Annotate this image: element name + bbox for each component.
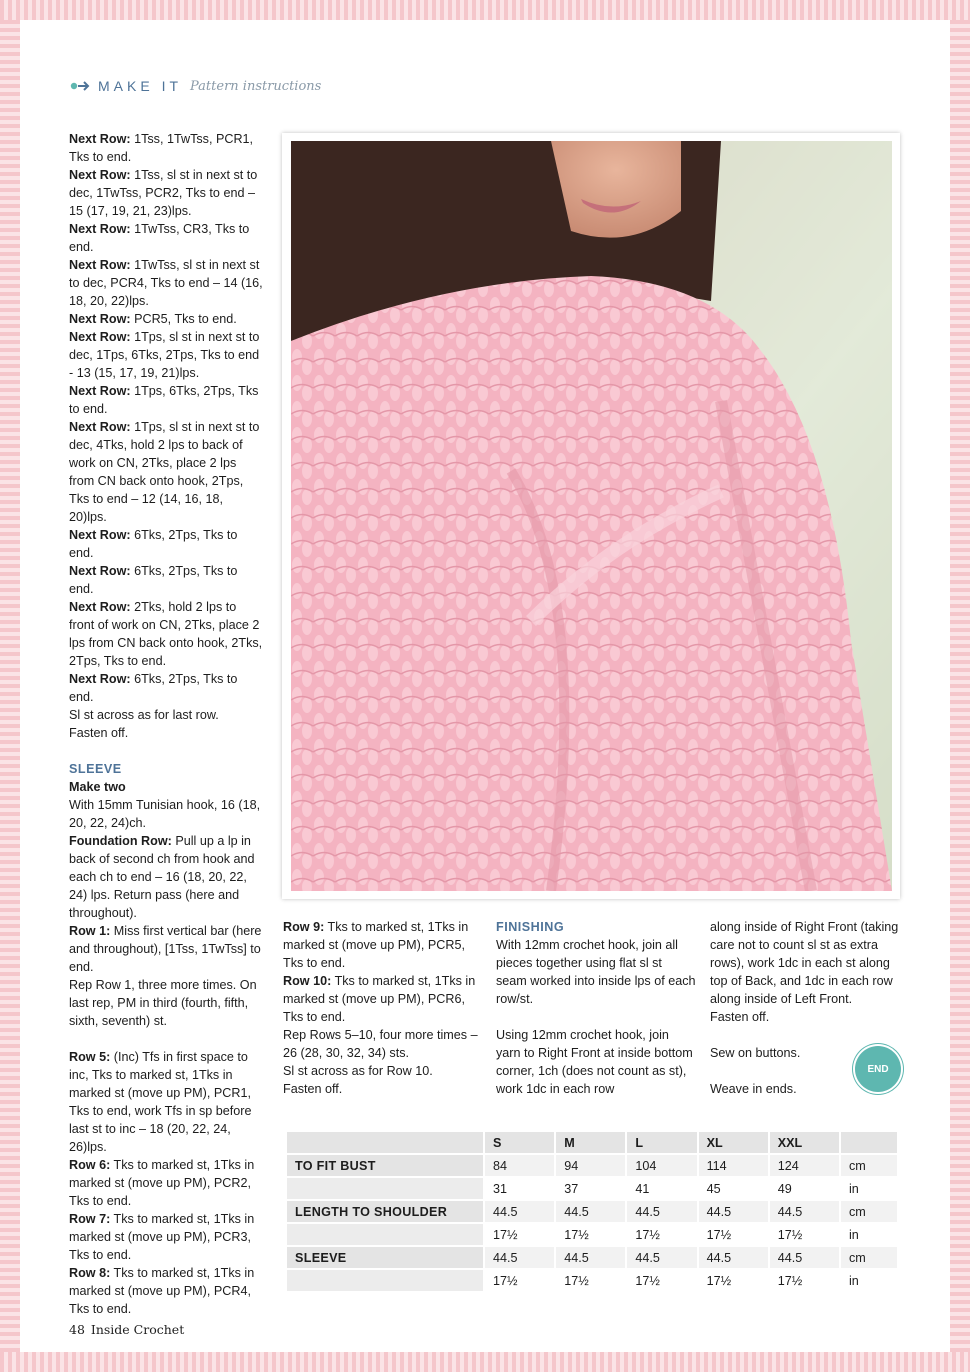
page-border-right bbox=[950, 20, 970, 1352]
row-text: 1TwTss, CR3, Tks to end. bbox=[69, 222, 250, 254]
row-lead: Next Row: bbox=[69, 222, 131, 236]
table-cell: 17½ bbox=[770, 1224, 839, 1245]
table-cell: 17½ bbox=[770, 1270, 839, 1291]
table-cell: 17½ bbox=[485, 1224, 554, 1245]
row-text: Tks to marked st, 1Tks in marked st (move up PM), PCR3, Tks to end. bbox=[69, 1212, 255, 1262]
table-row bbox=[287, 1270, 897, 1291]
row-text: 6Tks, 2Tps, Tks to end. bbox=[69, 672, 238, 704]
table-cell: in bbox=[841, 1178, 897, 1199]
magazine-name: Inside Crochet bbox=[90, 1322, 185, 1337]
instruction-row bbox=[69, 706, 264, 724]
sweater-illustration bbox=[291, 141, 892, 891]
instruction-row bbox=[69, 922, 264, 976]
row-text: Fasten off. bbox=[283, 1082, 343, 1096]
table-cell: 44.5 bbox=[699, 1201, 768, 1222]
instruction-row bbox=[69, 526, 264, 562]
sleeve-rows-9-10 bbox=[283, 918, 478, 1098]
row-text: 2Tks, hold 2 lps to front of work on CN, 2Tks, place 2 lps from CN back onto hook, 2Tks, 2Tps, Tks to end. bbox=[69, 600, 263, 668]
instruction-row bbox=[69, 418, 264, 526]
row-text: Rep Rows 5–10, four more times – 26 (28, 30, 32, 34) sts. bbox=[283, 1028, 478, 1060]
sleeve-rows-5-8 bbox=[69, 1048, 264, 1318]
table-cell: 49 bbox=[770, 1178, 839, 1199]
row-text: 1Tps, sl st in next st to dec, 4Tks, hold 2 lps to back of work on CN, 2Tks, place 2 lps from CN back onto hook, 2Tps, Tks to end – 12 (14, 16, 18, 20)lps. bbox=[69, 420, 260, 524]
sleeve-heading: SLEEVE bbox=[69, 762, 122, 776]
table-cell: in bbox=[841, 1270, 897, 1291]
row-lead: Row 10: bbox=[283, 974, 332, 988]
table-cell: 44.5 bbox=[770, 1201, 839, 1222]
row-text: With 15mm Tunisian hook, 16 (18, 20, 22, 24)ch. bbox=[69, 798, 261, 830]
table-cell: 17½ bbox=[556, 1224, 625, 1245]
table-cell: 114 bbox=[699, 1155, 768, 1176]
fasten-off-line: Fasten off. bbox=[710, 1010, 770, 1024]
weave-ends-line: Weave in ends. bbox=[710, 1082, 797, 1096]
table-cell: 124 bbox=[770, 1155, 839, 1176]
row-lead: Row 9: bbox=[283, 920, 325, 934]
finishing-paragraph-1: With 12mm crochet hook, join all pieces together using flat sl st seam worked into inside lps of each row/st. bbox=[496, 938, 696, 1006]
row-lead: Row 1: bbox=[69, 924, 111, 938]
row-text: 6Tks, 2Tps, Tks to end. bbox=[69, 564, 238, 596]
instruction-row bbox=[69, 670, 264, 706]
row-lead: Next Row: bbox=[69, 384, 131, 398]
table-cell: 37 bbox=[556, 1178, 625, 1199]
table-cell: cm bbox=[841, 1155, 897, 1176]
page-border-top bbox=[0, 0, 970, 20]
instruction-row bbox=[69, 976, 264, 1030]
row-lead: Row 7: bbox=[69, 1212, 111, 1226]
row-lead: Next Row: bbox=[69, 672, 131, 686]
row-text: Sl st across as for last row. bbox=[69, 708, 219, 722]
row-text: 1Tps, sl st in next st to dec, 1Tps, 6Tks, 2Tps, Tks to end - 13 (15, 17, 19, 21)lps. bbox=[69, 330, 260, 380]
table-cell: 44.5 bbox=[485, 1247, 554, 1268]
table-row bbox=[287, 1178, 897, 1199]
end-badge bbox=[855, 1046, 901, 1092]
table-cell: 94 bbox=[556, 1155, 625, 1176]
instruction-row bbox=[69, 832, 264, 922]
row-text: Sl st across as for Row 10. bbox=[283, 1064, 433, 1078]
instruction-row bbox=[69, 328, 264, 382]
table-cell: 17½ bbox=[699, 1270, 768, 1291]
instruction-row bbox=[69, 166, 264, 220]
row-text: Tks to marked st, 1Tks in marked st (move up PM), PCR4, Tks to end. bbox=[69, 1266, 255, 1316]
size-table-header bbox=[287, 1132, 897, 1153]
instruction-row bbox=[69, 724, 264, 742]
column-1 bbox=[69, 130, 264, 1318]
table-cell: 44.5 bbox=[556, 1247, 625, 1268]
row-text: Fasten off. bbox=[69, 726, 129, 740]
row-lead: Next Row: bbox=[69, 168, 131, 182]
instruction-row bbox=[69, 1264, 264, 1318]
header-subtitle: Pattern instructions bbox=[190, 78, 322, 94]
table-cell: 104 bbox=[627, 1155, 696, 1176]
table-cell: in bbox=[841, 1224, 897, 1245]
finishing-paragraph-2: Using 12mm crochet hook, join yarn to Right Front at inside bottom corner, 1ch (does not count as st), work 1dc in each row bbox=[496, 1028, 693, 1096]
row-text: Pull up a lp in back of second ch from hook and each ch to end – 16 (18, 20, 22, 24) lps. Return pass (here and throughout). bbox=[69, 834, 255, 920]
row-text: 1Tss, 1TwTss, PCR1, Tks to end. bbox=[69, 132, 254, 164]
instruction-row bbox=[69, 310, 264, 328]
table-cell: 44.5 bbox=[627, 1247, 696, 1268]
sew-buttons-line: Sew on buttons. bbox=[710, 1046, 801, 1060]
measurement-label bbox=[287, 1270, 483, 1291]
table-row bbox=[287, 1247, 897, 1268]
column-3 bbox=[496, 918, 696, 1098]
column-2 bbox=[283, 918, 478, 1098]
table-cell: 41 bbox=[627, 1178, 696, 1199]
row-text: Tks to marked st, 1Tks in marked st (move up PM), PCR2, Tks to end. bbox=[69, 1158, 255, 1208]
size-header-cell: XL bbox=[699, 1132, 768, 1153]
finishing-heading: FINISHING bbox=[496, 920, 565, 934]
table-cell: 44.5 bbox=[485, 1201, 554, 1222]
photo-frame bbox=[282, 133, 900, 899]
arrow-ornament-icon bbox=[70, 79, 90, 93]
instruction-row bbox=[69, 562, 264, 598]
measurement-label: TO FIT BUST bbox=[287, 1155, 483, 1176]
measurement-label: LENGTH TO SHOULDER bbox=[287, 1201, 483, 1222]
size-header-cell: S bbox=[485, 1132, 554, 1153]
sleeve-rows bbox=[69, 796, 264, 1030]
table-row bbox=[287, 1201, 897, 1222]
size-table bbox=[285, 1130, 899, 1293]
measurement-label bbox=[287, 1224, 483, 1245]
page-footer bbox=[69, 1322, 184, 1337]
table-cell: cm bbox=[841, 1201, 897, 1222]
table-cell: 17½ bbox=[627, 1270, 696, 1291]
table-cell: 17½ bbox=[699, 1224, 768, 1245]
row-text: Tks to marked st, 1Tks in marked st (move up PM), PCR6, Tks to end. bbox=[283, 974, 476, 1024]
row-text: 6Tks, 2Tps, Tks to end. bbox=[69, 528, 238, 560]
row-lead: Next Row: bbox=[69, 258, 131, 272]
row-lead: Foundation Row: bbox=[69, 834, 172, 848]
instruction-row bbox=[69, 1048, 264, 1156]
row-text: Rep Row 1, three more times. On last rep, PM in third (fourth, fifth, sixth, seventh) st. bbox=[69, 978, 257, 1028]
instruction-row bbox=[69, 220, 264, 256]
section-header bbox=[70, 78, 321, 94]
table-cell: 31 bbox=[485, 1178, 554, 1199]
row-text: Miss first vertical bar (here and throughout), [1Tss, 1TwTss] to end. bbox=[69, 924, 262, 974]
instruction-row bbox=[69, 256, 264, 310]
table-cell: 44.5 bbox=[699, 1247, 768, 1268]
instruction-row bbox=[283, 918, 478, 972]
row-lead: Row 5: bbox=[69, 1050, 111, 1064]
instruction-row bbox=[283, 1062, 478, 1080]
pink-sweater-photo bbox=[291, 141, 892, 891]
row-lead: Row 8: bbox=[69, 1266, 111, 1280]
instruction-row bbox=[283, 972, 478, 1026]
table-cell: 17½ bbox=[556, 1270, 625, 1291]
pattern-rows bbox=[69, 130, 264, 742]
instruction-row bbox=[69, 130, 264, 166]
table-cell: 84 bbox=[485, 1155, 554, 1176]
row-lead: Next Row: bbox=[69, 132, 131, 146]
table-cell: 17½ bbox=[627, 1224, 696, 1245]
size-header-cell: XXL bbox=[770, 1132, 839, 1153]
row-lead: Next Row: bbox=[69, 420, 131, 434]
page-border-left bbox=[0, 20, 20, 1352]
instruction-row bbox=[69, 382, 264, 418]
measurement-label: SLEEVE bbox=[287, 1247, 483, 1268]
page-border-bottom bbox=[0, 1352, 970, 1372]
table-cell: 44.5 bbox=[770, 1247, 839, 1268]
instruction-row bbox=[69, 1156, 264, 1210]
instruction-row bbox=[283, 1026, 478, 1062]
table-cell: cm bbox=[841, 1247, 897, 1268]
row-text: 1Tps, 6Tks, 2Tps, Tks to end. bbox=[69, 384, 259, 416]
row-text: 1TwTss, sl st in next st to dec, PCR4, Tks to end – 14 (16, 18, 20, 22)lps. bbox=[69, 258, 263, 308]
instruction-row bbox=[283, 1080, 478, 1098]
header-title: MAKE IT bbox=[98, 78, 183, 94]
row-lead: Row 6: bbox=[69, 1158, 111, 1172]
size-header-cell bbox=[841, 1132, 897, 1153]
measurement-label bbox=[287, 1178, 483, 1199]
size-header-cell bbox=[287, 1132, 483, 1153]
size-header-cell: M bbox=[556, 1132, 625, 1153]
finishing-paragraph-3: along inside of Right Front (taking care not to count sl st as extra rows), work 1dc in each st along top of Back, and 1dc in each row along inside of Left Front. bbox=[710, 920, 899, 1006]
table-cell: 45 bbox=[699, 1178, 768, 1199]
row-text: (Inc) Tfs in first space to inc, Tks to marked st, 1Tks in marked st (move up PM), PCR1, Tks to end, work Tfs in sp before last st to inc – 18 (20, 22, 24, 26)lps. bbox=[69, 1050, 252, 1154]
row-lead: Next Row: bbox=[69, 312, 131, 326]
row-text: 1Tss, sl st in next st to dec, 1TwTss, PCR2, Tks to end – 15 (17, 19, 21, 23)lps. bbox=[69, 168, 258, 218]
table-row bbox=[287, 1155, 897, 1176]
page-number: 48 bbox=[69, 1322, 85, 1337]
instruction-row bbox=[69, 598, 264, 670]
instruction-row bbox=[69, 796, 264, 832]
table-row bbox=[287, 1224, 897, 1245]
instruction-row bbox=[69, 1210, 264, 1264]
row-lead: Next Row: bbox=[69, 600, 131, 614]
sleeve-subheading: Make two bbox=[69, 780, 126, 794]
row-text: Tks to marked st, 1Tks in marked st (move up PM), PCR5, Tks to end. bbox=[283, 920, 469, 970]
row-text: PCR5, Tks to end. bbox=[130, 312, 237, 326]
table-cell: 44.5 bbox=[556, 1201, 625, 1222]
end-badge-label: END bbox=[867, 1063, 889, 1075]
row-lead: Next Row: bbox=[69, 330, 131, 344]
row-lead: Next Row: bbox=[69, 528, 131, 542]
row-lead: Next Row: bbox=[69, 564, 131, 578]
table-cell: 44.5 bbox=[627, 1201, 696, 1222]
table-cell: 17½ bbox=[485, 1270, 554, 1291]
size-header-cell: L bbox=[627, 1132, 696, 1153]
